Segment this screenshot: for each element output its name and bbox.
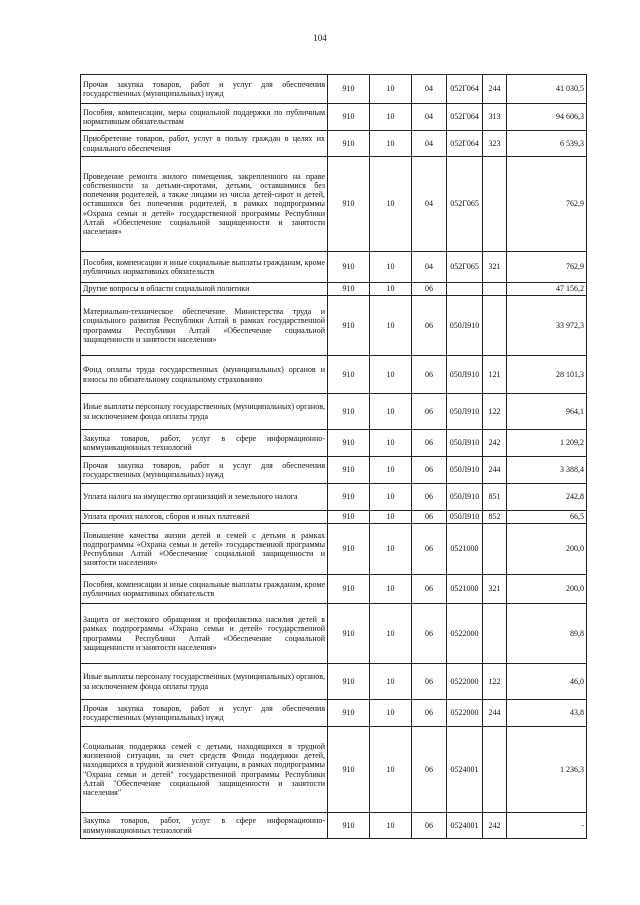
row-description: Повышение качества жизни детей и семей с детьми в рамках подпрограммы «Охрана семьи и детей» государственной программы Республики Алтай «Обеспечение социальной защищенности и занятости населения» — [81, 524, 328, 575]
row-subsection: 06 — [412, 283, 447, 296]
row-amount: 94 606,3 — [507, 104, 587, 131]
row-expense-type: 122 — [483, 394, 507, 430]
row-description: Проведение ремонта жилого помещения, закрепленного на праве собственности за детьми-сиротами, детьми, оставшимися без попечения родителей, а также лицами из числа детей-сирот и детей, оставшихся без попечения родителей, в рамках подпрограммы «Охрана семьи и детей» государственной программы Республики Алтай «Обеспечение социальной защищенности и занятости населения» — [81, 157, 328, 252]
row-target-article: 050Л910 — [447, 356, 483, 394]
table-row — [81, 75, 587, 104]
row-expense-type — [483, 157, 507, 252]
row-section: 10 — [370, 457, 412, 484]
row-subsection: 06 — [412, 484, 447, 511]
row-admin-code: 910 — [328, 252, 370, 283]
row-subsection: 04 — [412, 75, 447, 104]
row-amount: 200,0 — [507, 575, 587, 604]
table-row — [81, 104, 587, 131]
row-section: 10 — [370, 484, 412, 511]
row-subsection: 06 — [412, 430, 447, 457]
row-description: Прочая закупка товаров, работ и услуг для обеспечения государственных (муниципальных) нужд — [81, 700, 328, 727]
row-admin-code: 910 — [328, 430, 370, 457]
row-expense-type: 321 — [483, 252, 507, 283]
row-section: 10 — [370, 575, 412, 604]
row-target-article: 0522000 — [447, 604, 483, 664]
row-description: Пособия, компенсации, меры социальной поддержки по публичным нормативным обязательствам — [81, 104, 328, 131]
row-amount: 3 388,4 — [507, 457, 587, 484]
table-row — [81, 394, 587, 430]
table-row — [81, 157, 587, 252]
row-description: Пособия, компенсации и иные социальные выплаты гражданам, кроме публичных нормативных обязательств — [81, 252, 328, 283]
table-row — [81, 296, 587, 356]
row-expense-type — [483, 296, 507, 356]
row-admin-code: 910 — [328, 604, 370, 664]
row-subsection: 06 — [412, 727, 447, 813]
row-amount: 33 972,3 — [507, 296, 587, 356]
row-section: 10 — [370, 157, 412, 252]
row-admin-code: 910 — [328, 575, 370, 604]
row-expense-type: 851 — [483, 484, 507, 511]
row-target-article: 0524001 — [447, 727, 483, 813]
row-admin-code: 910 — [328, 484, 370, 511]
row-section: 10 — [370, 104, 412, 131]
row-admin-code: 910 — [328, 356, 370, 394]
row-section: 10 — [370, 604, 412, 664]
row-expense-type: 122 — [483, 664, 507, 700]
row-section: 10 — [370, 727, 412, 813]
row-description: Материально-техническое обеспечение Министерства труда и социального развития Республики Алтай в рамках государственной программы Республики Алтай «Обеспечение социальной защищенности и занятости населения» — [81, 296, 328, 356]
budget-table-body — [81, 75, 587, 839]
row-amount: 66,5 — [507, 511, 587, 524]
row-subsection: 06 — [412, 664, 447, 700]
row-amount: - — [507, 813, 587, 839]
row-target-article: 050Л910 — [447, 430, 483, 457]
row-section: 10 — [370, 356, 412, 394]
row-admin-code: 910 — [328, 511, 370, 524]
row-target-article: 0522000 — [447, 664, 483, 700]
row-target-article: 050Л910 — [447, 457, 483, 484]
table-row — [81, 430, 587, 457]
row-admin-code: 910 — [328, 524, 370, 575]
row-subsection: 06 — [412, 296, 447, 356]
table-row — [81, 457, 587, 484]
row-target-article: 0521000 — [447, 524, 483, 575]
row-amount: 28 101,3 — [507, 356, 587, 394]
row-amount: 964,1 — [507, 394, 587, 430]
row-expense-type — [483, 727, 507, 813]
row-admin-code: 910 — [328, 727, 370, 813]
row-target-article: 050Л910 — [447, 484, 483, 511]
row-section: 10 — [370, 394, 412, 430]
row-amount: 89,8 — [507, 604, 587, 664]
row-target-article: 052Г064 — [447, 104, 483, 131]
row-admin-code: 910 — [328, 157, 370, 252]
table-row — [81, 484, 587, 511]
row-amount: 200,0 — [507, 524, 587, 575]
row-amount: 41 030,5 — [507, 75, 587, 104]
row-admin-code: 910 — [328, 104, 370, 131]
row-target-article: 050Л910 — [447, 296, 483, 356]
row-section: 10 — [370, 296, 412, 356]
row-section: 10 — [370, 75, 412, 104]
table-row — [81, 511, 587, 524]
row-target-article: 0521000 — [447, 575, 483, 604]
row-target-article: 052Г064 — [447, 131, 483, 157]
row-amount: 47 156,2 — [507, 283, 587, 296]
row-target-article: 050Л910 — [447, 511, 483, 524]
table-row — [81, 813, 587, 839]
row-target-article: 052Г065 — [447, 252, 483, 283]
table-row — [81, 700, 587, 727]
row-admin-code: 910 — [328, 283, 370, 296]
row-target-article: 0522000 — [447, 700, 483, 727]
table-row — [81, 727, 587, 813]
row-expense-type: 313 — [483, 104, 507, 131]
row-description: Приобретение товаров, работ, услуг в пользу граждан в целях их социального обеспечения — [81, 131, 328, 157]
row-expense-type: 242 — [483, 430, 507, 457]
row-subsection: 04 — [412, 252, 447, 283]
row-subsection: 06 — [412, 700, 447, 727]
table-row — [81, 252, 587, 283]
row-admin-code: 910 — [328, 75, 370, 104]
row-subsection: 06 — [412, 604, 447, 664]
row-expense-type: 852 — [483, 511, 507, 524]
row-description: Прочая закупка товаров, работ и услуг для обеспечения государственных (муниципальных) нужд — [81, 457, 328, 484]
row-expense-type: 244 — [483, 457, 507, 484]
row-section: 10 — [370, 813, 412, 839]
row-description: Социальная поддержка семей с детьми, находящихся в трудной жизненной ситуации, за счет средств Фонда поддержки детей, находящихся в трудной жизненной ситуации, в рамках подпрограммы "Охрана семьи и детей" государственной программы Республики Алтай "Обеспечение социальной защищенности и занятости населения" — [81, 727, 328, 813]
table-row — [81, 131, 587, 157]
row-description: Уплата налога на имущество организаций и земельного налога — [81, 484, 328, 511]
row-section: 10 — [370, 700, 412, 727]
row-amount: 1 209,2 — [507, 430, 587, 457]
page-number: 104 — [313, 33, 327, 43]
row-section: 10 — [370, 131, 412, 157]
row-section: 10 — [370, 664, 412, 700]
row-subsection: 04 — [412, 104, 447, 131]
row-description: Иные выплаты персоналу государственных (муниципальных) органов, за исключением фонда оплаты труда — [81, 394, 328, 430]
table-row — [81, 524, 587, 575]
row-amount: 762,9 — [507, 157, 587, 252]
row-admin-code: 910 — [328, 457, 370, 484]
row-subsection: 06 — [412, 394, 447, 430]
row-amount: 46,0 — [507, 664, 587, 700]
row-admin-code: 910 — [328, 394, 370, 430]
row-admin-code: 910 — [328, 296, 370, 356]
row-expense-type: 244 — [483, 75, 507, 104]
row-section: 10 — [370, 252, 412, 283]
row-section: 10 — [370, 430, 412, 457]
row-description: Другие вопросы в области социальной политики — [81, 283, 328, 296]
row-subsection: 04 — [412, 131, 447, 157]
row-description: Закупка товаров, работ, услуг в сфере информационно-коммуникационных технологий — [81, 813, 328, 839]
row-admin-code: 910 — [328, 664, 370, 700]
row-amount: 242,8 — [507, 484, 587, 511]
table-row — [81, 604, 587, 664]
row-amount: 762,9 — [507, 252, 587, 283]
row-description: Пособия, компенсации и иные социальные выплаты гражданам, кроме публичных нормативных обязательств — [81, 575, 328, 604]
row-admin-code: 910 — [328, 813, 370, 839]
row-expense-type — [483, 524, 507, 575]
row-subsection: 06 — [412, 457, 447, 484]
row-subsection: 06 — [412, 524, 447, 575]
row-subsection: 06 — [412, 511, 447, 524]
row-amount: 1 236,3 — [507, 727, 587, 813]
row-subsection: 06 — [412, 813, 447, 839]
row-subsection: 06 — [412, 356, 447, 394]
row-expense-type: 242 — [483, 813, 507, 839]
row-section: 10 — [370, 524, 412, 575]
row-description: Защита от жестокого обращения и профилактика насилия детей в рамках подпрограммы «Охрана семьи и детей» государственной программы Республики Алтай «Обеспечение социальной защищенности и занятости населения» — [81, 604, 328, 664]
row-description: Уплата прочих налогов, сборов и иных платежей — [81, 511, 328, 524]
row-target-article — [447, 283, 483, 296]
table-row — [81, 664, 587, 700]
row-description: Прочая закупка товаров, работ и услуг для обеспечения государственных (муниципальных) нужд — [81, 75, 328, 104]
row-subsection: 06 — [412, 575, 447, 604]
row-target-article: 050Л910 — [447, 394, 483, 430]
row-expense-type — [483, 283, 507, 296]
row-expense-type: 321 — [483, 575, 507, 604]
row-section: 10 — [370, 511, 412, 524]
row-expense-type: 121 — [483, 356, 507, 394]
budget-table — [80, 74, 587, 839]
table-row — [81, 575, 587, 604]
row-section: 10 — [370, 283, 412, 296]
row-expense-type — [483, 604, 507, 664]
row-expense-type: 323 — [483, 131, 507, 157]
row-admin-code: 910 — [328, 131, 370, 157]
row-amount: 43,8 — [507, 700, 587, 727]
row-target-article: 052Г065 — [447, 157, 483, 252]
row-amount: 6 539,3 — [507, 131, 587, 157]
row-description: Закупка товаров, работ, услуг в сфере информационно-коммуникационных технологий — [81, 430, 328, 457]
table-row — [81, 356, 587, 394]
row-description: Фонд оплаты труда государственных (муниципальных) органов и взносы по обязательному социальному страхованию — [81, 356, 328, 394]
row-target-article: 052Г064 — [447, 75, 483, 104]
row-expense-type: 244 — [483, 700, 507, 727]
table-row — [81, 283, 587, 296]
row-admin-code: 910 — [328, 700, 370, 727]
row-subsection: 04 — [412, 157, 447, 252]
row-description: Иные выплаты персоналу государственных (муниципальных) органов, за исключением фонда оплаты труда — [81, 664, 328, 700]
row-target-article: 0524001 — [447, 813, 483, 839]
